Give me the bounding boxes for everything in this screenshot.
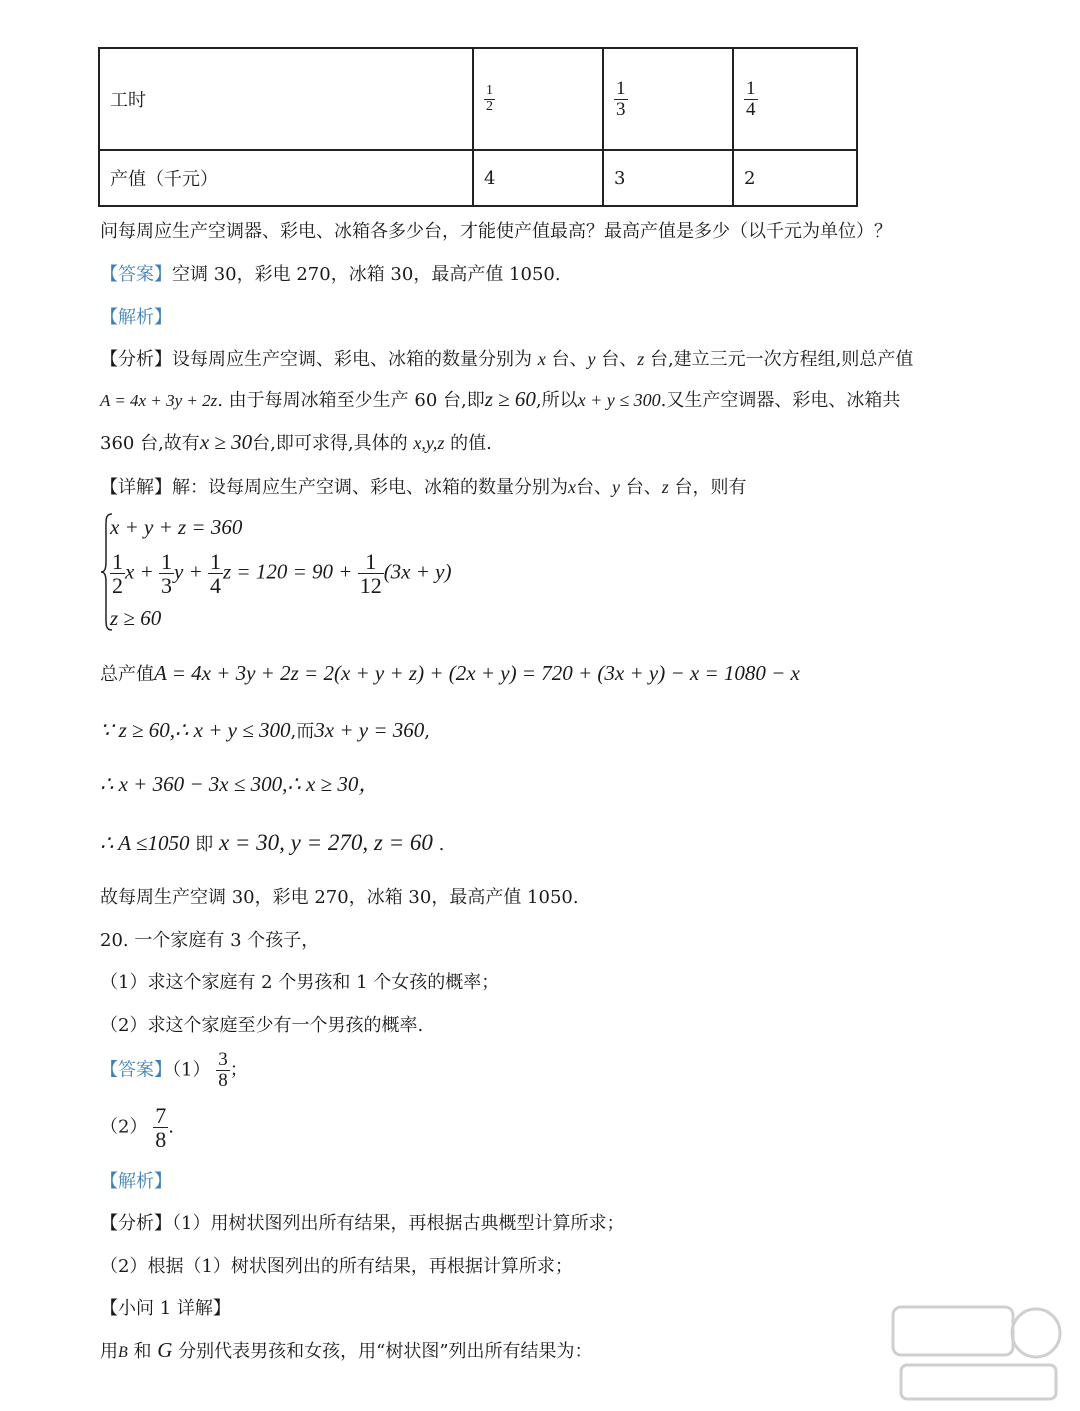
answer-line [100,260,561,286]
table-cell [473,48,603,150]
fraction: $\frac{1}{3}$ [161,549,172,599]
q20-last-line: 用B 和 G 分别代表男孩和女孩，用“树状图”列出所有结果为： [100,1338,593,1362]
fraction: $\frac{1}{12}$ [359,549,382,599]
subquestion-title: 【小问 1 详解】 [100,1298,231,1319]
fraction: $\frac{1}{2}$ [486,82,493,114]
detail-line: 【详解】解：设每周应生产空调、彩电、冰箱的数量分别为x台、y 台、z 台，则有 [100,477,747,498]
answer-tag: 【答案】 [100,1059,172,1081]
table-cell: 3 [603,150,733,206]
fraction: $\frac{1}{3}$ [616,77,626,120]
question-text: 问每周应生产空调器、彩电、冰箱各多少台，才能使产值最高？最高产值是多少（以千元为单位）？ [100,221,892,242]
step-3: ∴ A ≤1050 即 x = 30, y = 270, z = 60 . [100,830,445,855]
step-2: ∴ x + 360 − 3x ≤ 300,∴ x ≥ 30， [100,772,380,796]
fraction: $\frac{3}{8}$ [218,1049,228,1091]
q20-part-1: （1）求这个家庭有 2 个男孩和 1 个女孩的概率； [100,972,500,993]
q20-analysis-2: （2）根据（1）树状图列出的所有结果，再根据计算所求； [100,1256,573,1277]
answer-tag: 【答案】 [100,264,172,285]
detail-tag: 【详解】 [100,477,172,498]
q20-answer-1: 【答案】（1） $\frac{3}{8}$ ； [100,1049,248,1091]
total-value-line: 总产值A = 4x + 3y + 2z = 2(x + y + z) + (2x + y) = 720 + (3x + y) − x = 1080 − x [100,661,800,685]
watermark-logo [891,1305,1066,1405]
equation-1: x + y + z = 360 [110,515,243,539]
q20-analysis-1: 【分析】（1）用树状图列出所有结果，再根据古典概型计算所求； [100,1213,625,1234]
production-table [98,47,858,207]
table-cell-label: 产值（千元） [99,150,473,206]
fraction: $\frac{1}{4}$ [746,77,756,120]
analysis-line-3: 360 台,故有x ≥ 30台,即可求得,具体的 x,y,z 的值. [100,430,492,454]
table-cell: 2 [733,150,857,206]
table-row [99,48,857,150]
jiexi-tag: 【解析】 [100,307,172,328]
table-cell [603,48,733,150]
jiexi-tag: 【解析】 [100,1171,172,1192]
table-cell-label: 工时 [99,48,473,150]
table-cell [733,48,857,150]
analysis-tag: 【分析】 [100,349,172,370]
analysis-line-1: 【分析】设每周应生产空调、彩电、冰箱的数量分别为 x 台、y 台、z 台,建立三元一次方程组,则总产值 [100,349,914,370]
q20-answer-2: （2） $\frac{7}{8}$ . [100,1103,174,1153]
conclusion: 故每周生产空调 30，彩电 270，冰箱 30，最高产值 1050. [100,887,579,908]
formula: A = 4x + 3y + 2z = 2(x + y + z) + (2x + y) = 720 + (3x + y) − x = 1080 − x [154,661,800,685]
fraction: $\frac{7}{8}$ [155,1103,167,1153]
equation-3: z ≥ 60 [110,606,162,630]
table-cell: 4 [473,150,603,206]
table-row [99,150,857,206]
fraction: $\frac{1}{4}$ [210,549,221,599]
answer-text: 空调 30，彩电 270，冰箱 30，最高产值 1050. [172,264,561,285]
formula: A = 4x + 3y + 2z [100,391,218,410]
fraction: $\frac{1}{2}$ [112,549,123,599]
step-1: ∵ z ≥ 60,∴ x + y ≤ 300,而3x + y = 360, [100,718,430,742]
equation-2: $\frac{1}{2}$ x + $\frac{1}{3}$ y + $\frac{1}{4}$ z = 120 = 90 + $\frac{1}{12}$ (3x + y) [112,549,452,599]
q20-title: 20. 一个家庭有 3 个孩子， [100,930,320,951]
q20-part-2: （2）求这个家庭至少有一个男孩的概率. [100,1015,424,1036]
analysis-line-2: A = 4x + 3y + 2z. 由于每周冰箱至少生产 60 台,即z ≥ 60,所以x + y ≤ 300.又生产空调器、彩电、冰箱共 [100,387,901,411]
